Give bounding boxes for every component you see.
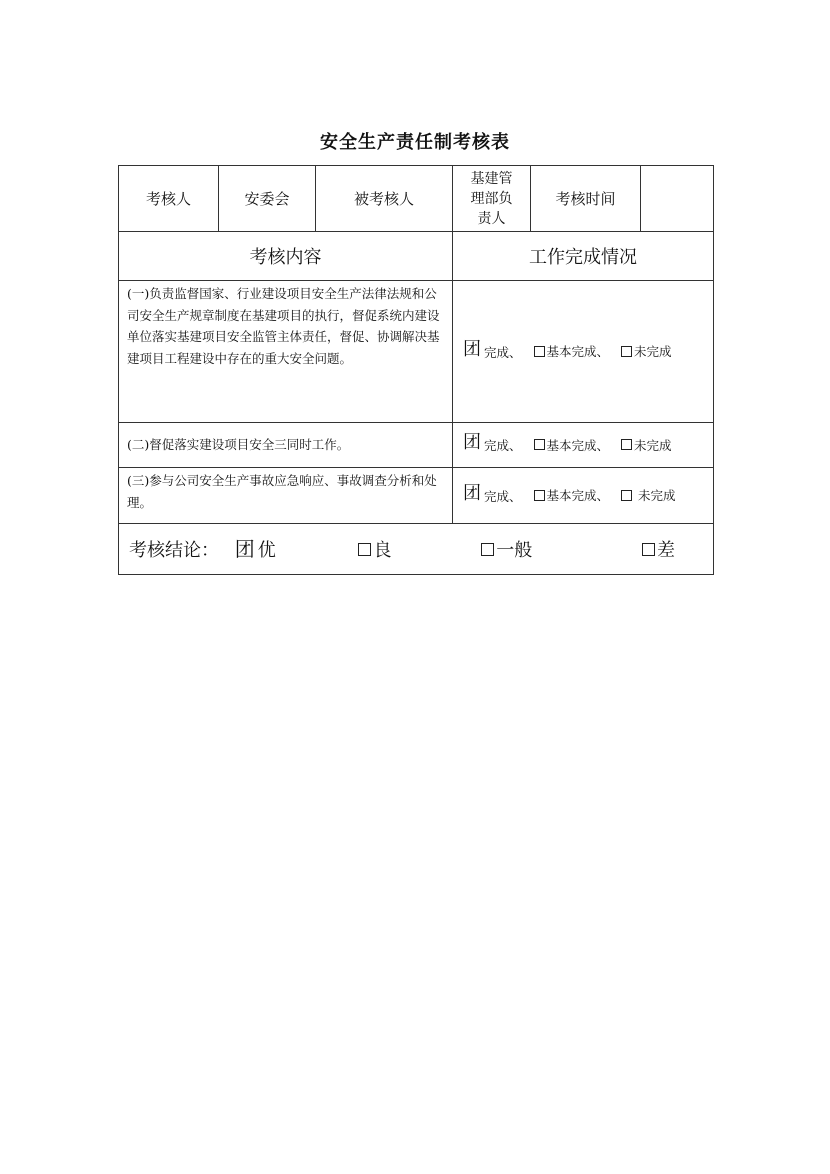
checked-box-icon[interactable]: 团 bbox=[463, 432, 481, 454]
table-row bbox=[119, 468, 714, 524]
checkbox-icon[interactable] bbox=[534, 490, 545, 501]
assessment-table bbox=[118, 165, 714, 575]
option-basic-complete[interactable] bbox=[534, 486, 610, 504]
checkbox-icon[interactable] bbox=[621, 490, 632, 501]
table-row bbox=[119, 423, 714, 468]
header-row bbox=[119, 166, 714, 232]
conclusion-label: 考核结论： bbox=[129, 539, 219, 561]
option-basic-complete[interactable] bbox=[534, 342, 610, 360]
option-complete[interactable] bbox=[463, 482, 522, 505]
assessee-value bbox=[453, 166, 531, 232]
item-text: (一)负责监督国家、行业建设项目安全生产法律法规和公司安全生产规章制度在基建项目的执行，督促系统内建设单位落实基建项目安全监管主体责任，督促、协调解决基建项目工程建设中存在的重大安全问题。 bbox=[119, 281, 453, 423]
page-title: 安全生产责任制考核表 bbox=[320, 132, 510, 153]
conclusion-option-poor[interactable] bbox=[642, 536, 675, 562]
conclusion-option-excellent[interactable] bbox=[235, 536, 353, 562]
status-options bbox=[453, 281, 714, 423]
option-complete[interactable] bbox=[463, 432, 522, 454]
conclusion-row bbox=[119, 524, 714, 575]
option-not-complete[interactable] bbox=[621, 486, 676, 504]
assessor-value: 安委会 bbox=[219, 166, 316, 232]
time-value[interactable] bbox=[641, 166, 714, 232]
option-basic-complete[interactable] bbox=[534, 436, 610, 454]
option-label: 优 bbox=[257, 539, 276, 561]
option-not-complete[interactable] bbox=[621, 342, 672, 360]
option-label: 完成、 bbox=[484, 438, 522, 454]
checkbox-icon[interactable] bbox=[621, 346, 632, 357]
option-label: 基本完成、 bbox=[546, 488, 610, 504]
option-label: 未完成 bbox=[638, 488, 676, 504]
checkbox-icon[interactable] bbox=[534, 439, 545, 450]
option-label: 一般 bbox=[496, 540, 533, 562]
option-complete[interactable] bbox=[463, 338, 522, 361]
checkbox-icon[interactable] bbox=[621, 439, 632, 450]
content-heading: 考核内容 bbox=[119, 232, 453, 281]
option-label: 完成、 bbox=[484, 488, 522, 504]
checked-box-icon[interactable]: 团 bbox=[463, 338, 481, 360]
option-label: 基本完成、 bbox=[546, 344, 610, 360]
checked-box-icon[interactable]: 团 bbox=[234, 536, 255, 561]
assessee-value-line: 责人 bbox=[477, 210, 506, 227]
assessee-value-line: 基建管 bbox=[470, 170, 513, 187]
status-heading: 工作完成情况 bbox=[453, 232, 714, 281]
assessor-label: 考核人 bbox=[119, 166, 219, 232]
assessee-label: 被考核人 bbox=[316, 166, 453, 232]
option-label: 完成、 bbox=[484, 344, 522, 360]
conclusion-option-fair[interactable] bbox=[481, 536, 636, 562]
item-text: (三)参与公司安全生产事故应急响应、事故调查分析和处理。 bbox=[119, 468, 453, 524]
assessee-value-line: 理部负 bbox=[470, 190, 513, 207]
table-row bbox=[119, 281, 714, 423]
option-not-complete[interactable] bbox=[621, 436, 672, 454]
checked-box-icon[interactable]: 团 bbox=[463, 482, 481, 504]
option-label: 差 bbox=[656, 540, 675, 562]
checkbox-icon[interactable] bbox=[481, 543, 494, 556]
option-label: 未完成 bbox=[634, 437, 672, 453]
option-label: 未完成 bbox=[634, 344, 672, 360]
option-label: 基本完成、 bbox=[546, 437, 610, 453]
conclusion-option-good[interactable] bbox=[358, 536, 475, 562]
section-heading-row bbox=[119, 232, 714, 281]
checkbox-icon[interactable] bbox=[358, 543, 371, 556]
conclusion-cell bbox=[119, 524, 714, 575]
option-label: 良 bbox=[373, 540, 392, 562]
item-text: (二)督促落实建设项目安全三同时工作。 bbox=[119, 423, 453, 468]
status-options bbox=[453, 468, 714, 524]
checkbox-icon[interactable] bbox=[534, 346, 545, 357]
checkbox-icon[interactable] bbox=[642, 543, 655, 556]
time-label: 考核时间 bbox=[531, 166, 641, 232]
status-options bbox=[453, 423, 714, 468]
